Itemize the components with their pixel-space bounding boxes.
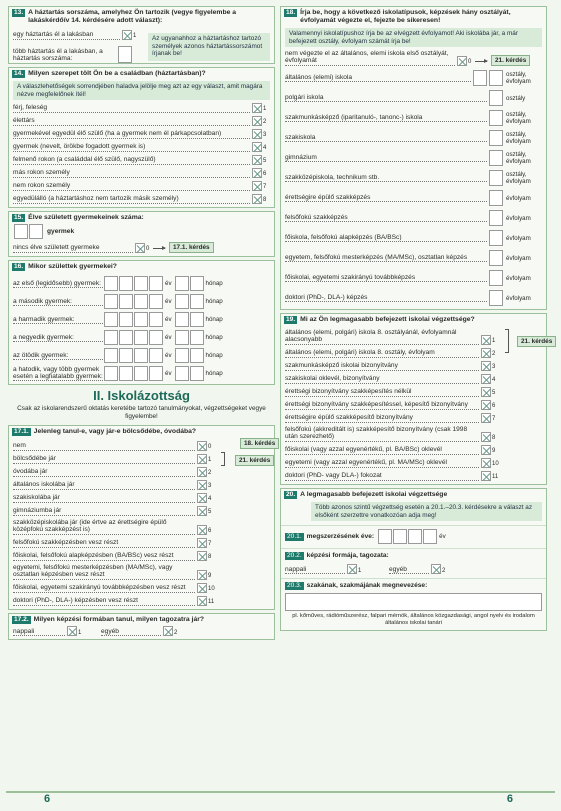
year-digit-box[interactable]	[104, 330, 118, 345]
bracket	[505, 329, 509, 353]
question-number: 17.1.	[14, 428, 29, 435]
checkbox[interactable]	[122, 30, 132, 40]
grade-box[interactable]	[489, 290, 503, 306]
checkbox[interactable]	[252, 129, 262, 139]
grade-box[interactable]	[489, 190, 503, 206]
question-20-2: 20.2. képzési formája, tagozata: nappali 1 egyéb 2	[281, 548, 546, 574]
month-digit-box[interactable]	[175, 276, 189, 291]
option-5: érettségi bizonyítvány szakképesítés nélkül 5	[285, 388, 496, 396]
left-column	[8, 6, 275, 643]
month-digit-box[interactable]	[190, 276, 204, 291]
checkbox[interactable]	[197, 596, 207, 606]
option-list	[9, 441, 219, 606]
hint: pl. kőműves, rádióműszerész, falpari mérnök, általános közgazdasági, angol nyelv és irodalom általános iskolai tanári	[292, 613, 535, 626]
specialization-input[interactable]	[285, 593, 542, 611]
note: Az ugyanahhoz a háztartáshoz tartozó személyek azonos háztartássorszámot írjanak be!	[148, 33, 270, 61]
section-title: II. Iskolázottság	[93, 388, 190, 403]
checkbox[interactable]	[457, 56, 467, 66]
checkbox[interactable]	[252, 168, 262, 178]
checkbox[interactable]	[197, 467, 207, 477]
grade-box[interactable]	[489, 170, 503, 186]
checkbox[interactable]	[252, 116, 262, 126]
question-title: A legmagasabb befejezett iskolai végzettsége	[300, 491, 448, 498]
child-row: a második gyermek: év hónap	[9, 294, 274, 309]
year-digit-box[interactable]	[104, 348, 118, 363]
month-digit-box[interactable]	[190, 294, 204, 309]
question-16	[8, 260, 275, 385]
option-other: egyéb	[101, 628, 161, 636]
unit-label: gyermek	[47, 228, 75, 235]
checkbox[interactable]	[163, 626, 173, 636]
checkbox[interactable]	[67, 626, 77, 636]
option-3: gyermekével egyedül élő szülő (ha a gyermek nem él párkapcsolatban) 3	[13, 130, 267, 138]
question-number: 14.	[14, 70, 24, 77]
option-7: felsőfokú szakképzésben vesz részt 7	[13, 539, 212, 547]
question-17-1	[8, 425, 275, 610]
question-title: Jelenleg tanul-e, vagy jár-e bölcsődébe, óvodába?	[33, 428, 197, 435]
option-4: gyermek (nevelt, örökbe fogadott gyermek is) 4	[13, 143, 267, 151]
year-digit-box[interactable]	[134, 348, 148, 363]
option-1: általános (elemi, polgári) iskola 8. osztályánál, évfolyamnál alacsonyabb 1	[285, 329, 496, 344]
checkbox[interactable]	[252, 194, 262, 204]
checkbox[interactable]	[481, 458, 491, 468]
year-digit-box[interactable]	[104, 276, 118, 291]
question-title: A háztartás sorszáma, amelyhez Ön tartozik (vegye figyelembe a lakáskérdőív 14. kérdésére adott választ):	[28, 9, 237, 24]
bracket	[221, 452, 225, 466]
year-digit-box[interactable]	[134, 312, 148, 327]
note: A válaszlehetőségek sorrendjében haladva jelölje meg azt az egy választ, amit magára nézve megfelelőnek ítél!	[13, 81, 270, 100]
grade-box[interactable]	[489, 110, 503, 126]
question-number: 20.	[286, 491, 296, 498]
year-digit-box[interactable]	[149, 348, 163, 363]
children-count-box-2[interactable]	[29, 224, 43, 239]
question-19	[280, 313, 553, 485]
grade-box[interactable]	[489, 230, 503, 246]
grade-row: doktori (PhD-, DLA-) képzés évfolyam	[281, 290, 546, 306]
month-digit-box[interactable]	[175, 366, 189, 381]
checkbox[interactable]	[481, 335, 491, 345]
checkbox[interactable]	[197, 570, 207, 580]
checkbox[interactable]	[481, 413, 491, 423]
footer-bar	[6, 791, 555, 807]
month-digit-box[interactable]	[175, 330, 189, 345]
option-10: egyetemi (vagy azzal egyenértékű, pl. MA/MSc) oklevél 10	[285, 459, 499, 467]
checkbox[interactable]	[197, 506, 207, 516]
checkbox[interactable]	[431, 564, 441, 574]
year-digit-box[interactable]	[149, 330, 163, 345]
question-20-1: 20.1. megszerzésének éve: év	[281, 525, 546, 544]
grade-box[interactable]	[489, 210, 503, 226]
option-3: szakmunkásképző iskolai bizonyítvány 3	[285, 362, 496, 370]
year-digit-box[interactable]	[149, 312, 163, 327]
grade-row: polgári iskola osztály	[281, 90, 546, 106]
question-number: 19.	[286, 316, 296, 323]
question-20-3: 20.3. szakának, szakmájának megnevezése: pl. kőműves, rádióműszerész, falpari mérnök, általános közgazdasági, angol nyelv és irodalom általános iskolai tanári	[281, 578, 546, 630]
skip-badge-21: 21. kérdés	[235, 455, 274, 466]
checkbox[interactable]	[481, 400, 491, 410]
skip-badge-21: 21. kérdés	[517, 336, 556, 347]
question-13	[8, 6, 275, 64]
grade-row: felsőfokú szakképzés évfolyam	[281, 210, 546, 226]
year-digit-box[interactable]	[149, 366, 163, 381]
skip-badge: 21. kérdés	[491, 55, 530, 66]
year-digit-box[interactable]	[134, 294, 148, 309]
option-2: általános (elemi, polgári) iskola 8. osztály, évfolyam 2	[285, 349, 496, 357]
grade-row: gimnázium osztály, évfolyam	[285, 151, 531, 165]
section-subtitle: Csak az iskolarendszerű oktatás keretébe tartozó tanulmányokat, végzettségeket vegye figyelembe!	[17, 405, 266, 420]
checkbox[interactable]	[252, 103, 262, 113]
grade-row: érettségire épülő szakképzés évfolyam	[281, 190, 546, 206]
grade-box[interactable]	[489, 90, 503, 106]
checkbox[interactable]	[197, 525, 207, 535]
option-8: felsőfokú (akkreditált is) szakképesítő bizonyítvány (csak 1998 után szerezhető) 8	[285, 426, 496, 441]
checkbox[interactable]	[347, 564, 357, 574]
note: Több azonos szintű végzettség esetén a 20.1.–20.3. kérdésekre a választ az elsőként szerzettre vonatkozóan adja meg!	[311, 502, 542, 521]
month-digit-box[interactable]	[175, 294, 189, 309]
household-number-box[interactable]	[118, 46, 132, 63]
checkbox[interactable]	[197, 538, 207, 548]
grade-row: szakmunkásképző (iparitanuló-, tanonc-) iskola osztály, évfolyam	[285, 111, 531, 125]
month-digit-box[interactable]	[190, 312, 204, 327]
year-digit-box[interactable]	[119, 366, 133, 381]
option-6: más rokon személy 6	[13, 169, 267, 177]
year-digit-box[interactable]	[119, 348, 133, 363]
child-row: az ötödik gyermek: év hónap	[9, 348, 274, 363]
option-10: főiskolai, egyetemi szakirányú továbbképzésben vesz részt 10	[13, 584, 215, 592]
checkbox[interactable]	[481, 374, 491, 384]
checkbox[interactable]	[481, 471, 491, 481]
option-11: doktori (PhD- vagy DLA-) fokozat 11	[285, 472, 499, 480]
checkbox[interactable]	[252, 155, 262, 165]
question-title: Mi az Ön legmagasabb befejezett iskolai végzettsége?	[300, 316, 475, 323]
year-digit-box[interactable]	[134, 330, 148, 345]
question-number: 13.	[14, 9, 24, 16]
checkbox[interactable]	[197, 441, 207, 451]
grade-row: egyetem, felsőfokú mesterképzés (MA/MSc), osztatlan képzés évfolyam	[281, 250, 546, 266]
question-17-2: 17.2. Milyen képzési formában tanul, milyen tagozatra jár? nappali 1 egyéb 2	[8, 613, 275, 640]
year-digit-2[interactable]	[393, 529, 407, 544]
year-digit-box[interactable]	[119, 312, 133, 327]
question-title: Milyen szerepet tölt Ön be a családban (háztartásban)?	[28, 70, 206, 77]
question-18	[280, 6, 547, 310]
option-full-time: nappali	[13, 628, 65, 636]
question-20	[280, 488, 547, 631]
option-9: főiskolai (vagy azzal egyenértékű, pl. BA/BSc) oklevél 9	[285, 446, 496, 454]
checkbox[interactable]	[481, 361, 491, 371]
month-digit-box[interactable]	[190, 330, 204, 345]
option-2: óvodába jár 2	[13, 468, 212, 476]
question-number: 17.2.	[14, 616, 29, 623]
option-3: általános iskolába jár 3	[13, 481, 212, 489]
question-number: 15.	[14, 214, 24, 221]
option-6: szakközépiskolába jár (ide értve az érettségire épülő középfokú szakképzést is) 6	[13, 519, 212, 534]
option-1: férj, feleség 1	[13, 104, 267, 112]
year-digit-4[interactable]	[423, 529, 437, 544]
option-8: főiskolai, felsőfokú alapképzésben (BA/BSc) vesz részt 8	[13, 552, 212, 560]
year-digit-box[interactable]	[119, 330, 133, 345]
grade-box[interactable]	[489, 130, 503, 146]
checkbox[interactable]	[197, 480, 207, 490]
children-count-box-1[interactable]	[14, 224, 28, 239]
year-digit-box[interactable]	[149, 294, 163, 309]
skip-badge: 17.1. kérdés	[169, 242, 214, 253]
question-number: 16.	[14, 263, 24, 270]
year-digit-box[interactable]	[104, 294, 118, 309]
option-full-time: nappali	[285, 566, 345, 574]
checkbox[interactable]	[197, 551, 207, 561]
checkbox[interactable]	[481, 445, 491, 455]
skip-badge-18: 18. kérdés	[240, 438, 279, 449]
checkbox[interactable]	[252, 142, 262, 152]
option-none: nem végezte el az általános, elemi iskola első osztályát, évfolyamát 0 21. kérdés	[281, 50, 546, 66]
grade-list	[281, 70, 546, 306]
option-list	[9, 103, 274, 204]
option-0: nem 0	[13, 442, 212, 450]
child-row: a hatodik, vagy több gyermek esetén a legfiatalabb gyermek: év hónap	[13, 366, 223, 380]
option-list	[281, 329, 503, 481]
option-5: gimnáziumba jár 5	[13, 507, 212, 515]
checkbox[interactable]	[481, 387, 491, 397]
option-7: érettségire épülő szakképesítő bizonyítvány 7	[285, 414, 496, 422]
option-7: nem rokon személy 7	[13, 182, 267, 190]
checkbox[interactable]	[197, 454, 207, 464]
month-digit-box[interactable]	[175, 348, 189, 363]
grade-box[interactable]	[489, 270, 503, 286]
option-5: felmenő rokon (a családdal élő szülő, nagyszülő) 5	[13, 156, 267, 164]
year-digit-box[interactable]	[134, 366, 148, 381]
child-row: a negyedik gyermek: év hónap	[9, 330, 274, 345]
grade-box[interactable]	[489, 250, 503, 266]
question-14	[8, 67, 275, 208]
option-2: élettárs 2	[13, 117, 267, 125]
note: Valamennyi iskolatípushoz írja be az elvégzett évfolyamot! Aki iskolába jár, a már befejezett osztály, évfolyam számát írja be!	[285, 28, 542, 47]
month-digit-box[interactable]	[190, 348, 204, 363]
arrow-icon	[475, 61, 487, 62]
option-other: egyéb	[389, 566, 429, 574]
month-digit-box[interactable]	[190, 366, 204, 381]
grade-box[interactable]	[473, 70, 487, 86]
option-8: egyedülálló (a háztartáshoz nem tartozik másik személy) 8	[13, 195, 267, 203]
option-many-households: több háztartás él a lakásban, a háztartás sorszáma:	[9, 46, 144, 63]
checkbox[interactable]	[481, 348, 491, 358]
arrow-icon	[153, 248, 165, 249]
option-6: érettségi bizonyítvány szakképesítéssel, képesítő bizonyítvány 6	[285, 401, 496, 409]
option-no-children: nincs élve született gyermeke 0 17.1. kérdés	[9, 242, 274, 253]
option-4: szakiskolába jár 4	[13, 494, 212, 502]
year-digit-box[interactable]	[104, 312, 118, 327]
children-birth-list	[9, 276, 274, 381]
grade-row: főiskola, felsőfokú alapképzés (BA/BSc) évfolyam	[281, 230, 546, 246]
question-title: Mikor születtek gyermekei?	[28, 263, 117, 270]
checkbox[interactable]	[481, 432, 491, 442]
year-digit-box[interactable]	[119, 276, 133, 291]
year-digit-3[interactable]	[408, 529, 422, 544]
year-digit-box[interactable]	[119, 294, 133, 309]
year-digit-box[interactable]	[104, 366, 118, 381]
question-15	[8, 211, 275, 257]
grade-box[interactable]	[489, 150, 503, 166]
option-11: doktori (PhD-, DLA-) képzésben vesz részt 11	[13, 597, 215, 605]
option-4: szakiskolai oklevél, bizonyítvány 4	[285, 375, 496, 383]
grade-row: szakiskola osztály, évfolyam	[285, 131, 531, 145]
grade-row: főiskolai, egyetemi szakirányú továbbképzés évfolyam	[281, 270, 546, 286]
grade-row: általános (elemi) iskola osztály, évfolyam	[285, 71, 531, 85]
question-title: Írja be, hogy a következő iskolatípusok, képzések hány osztályát, évfolyamát végezte el, fejezte be sikeresen!	[300, 9, 511, 24]
year-digit-box[interactable]	[134, 276, 148, 291]
year-digit-1[interactable]	[378, 529, 392, 544]
option-one-household: egy háztartás él a lakásban 1	[13, 31, 137, 39]
page-number-right: 6	[506, 793, 513, 805]
option-1: bölcsődébe jár 1	[13, 455, 212, 463]
checkbox[interactable]	[135, 243, 145, 253]
child-row: a harmadik gyermek: év hónap	[9, 312, 274, 327]
child-row: az első (legidősebb) gyermek: év hónap	[9, 276, 274, 291]
grade-box[interactable]	[489, 70, 503, 86]
checkbox[interactable]	[197, 493, 207, 503]
question-title: Élve született gyermekeinek száma:	[28, 214, 144, 221]
option-9: egyetemi, felsőfokú mesterképzésben (MA/MSc), vagy osztatlan képzésben vesz részt 9	[13, 564, 212, 579]
checkbox[interactable]	[197, 583, 207, 593]
right-column	[280, 6, 553, 634]
checkbox[interactable]	[252, 181, 262, 191]
question-number: 18.	[286, 9, 296, 16]
year-digit-box[interactable]	[149, 276, 163, 291]
grade-row: szakközépiskola, technikum stb. osztály, évfolyam	[285, 171, 531, 185]
month-digit-box[interactable]	[175, 312, 189, 327]
page-number-left: 6	[44, 793, 51, 805]
question-title: Milyen képzési formában tanul, milyen tagozatra jár?	[33, 616, 205, 623]
